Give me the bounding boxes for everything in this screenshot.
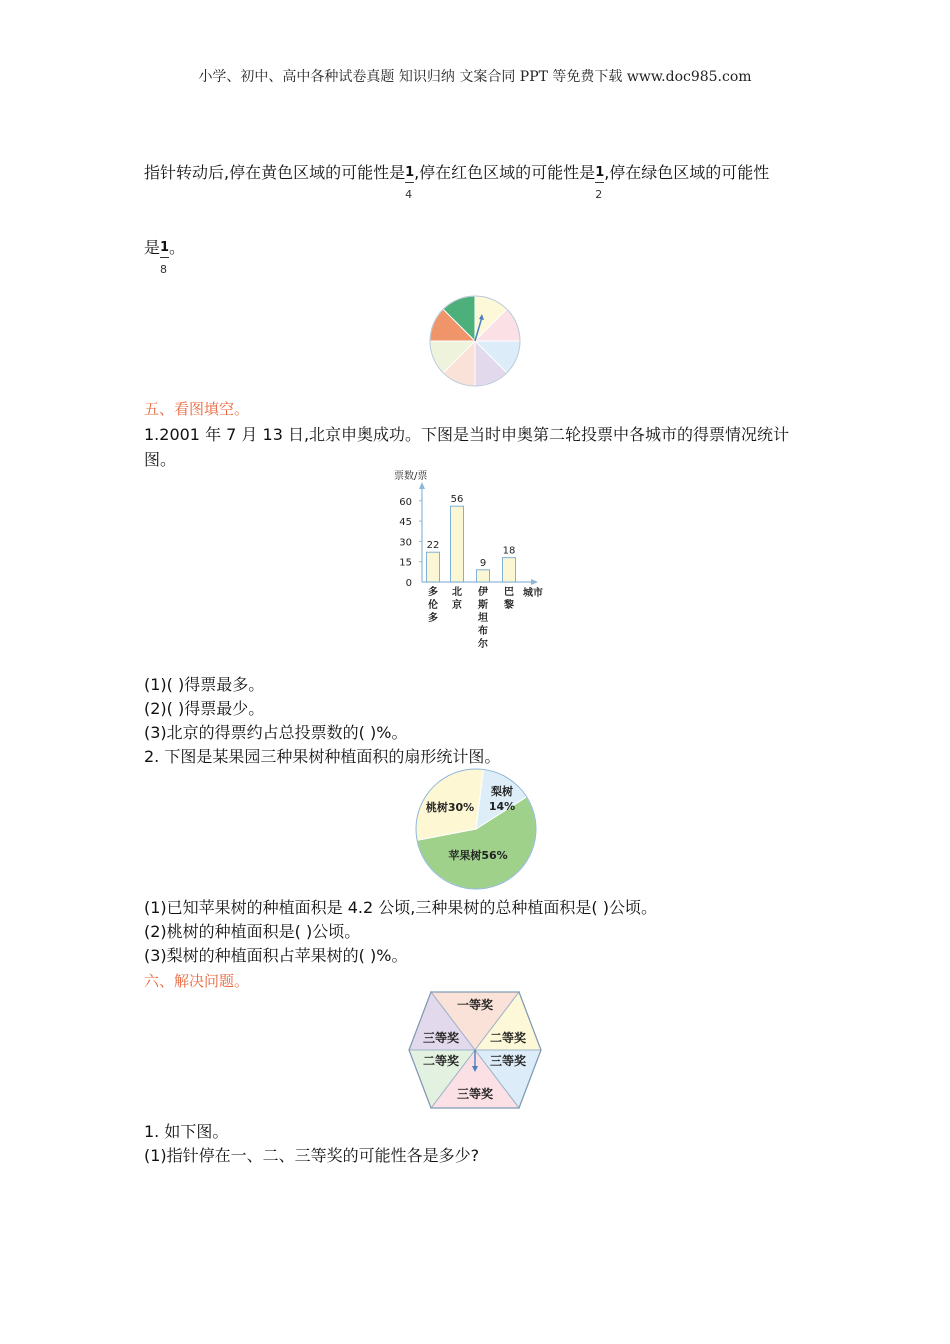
pie-chart [412,766,540,892]
x-axis-arrow-icon [531,579,538,585]
y-tick-label: 45 [399,517,412,529]
category-label-char: 京 [452,600,462,611]
category-label-char: 伊 [478,587,488,598]
prize-label-upper-left: 三等奖 [422,1031,460,1045]
q2-sub1: (1)已知苹果树的种植面积是 4.2 公顷,三种果树的总种植面积是( )公顷。 [144,898,657,917]
prize-label-upper-right: 二等奖 [489,1031,527,1045]
bar [451,506,464,582]
bar-value-label: 56 [450,494,464,506]
q1-text-cont: 图。 [144,450,177,469]
fraction-one-half [595,162,605,201]
y-tick-label: 30 [399,537,412,549]
fraction-denominator: 2 [595,188,603,201]
q1-sub2: (2)( )得票最少。 [144,699,265,718]
y-tick-label: 15 [399,557,412,569]
page-header: 小学、初中、高中各种试卷真题 知识归纳 文案合同 PPT 等免费下载 www.doc985.com [198,69,752,85]
fraction-denominator: 4 [405,188,413,201]
prize-label-lower-right: 三等奖 [489,1054,527,1068]
y-axis-arrow-icon [419,482,425,489]
category-label-char: 斯 [478,600,488,611]
answer-text-4: 是 [144,238,161,257]
answer-text-1: 指针转动后,停在黄色区域的可能性是 [144,163,406,182]
answer-text-2: ,停在红色区域的可能性是 [414,163,596,182]
answer-text-5: 。 [169,238,186,257]
bar-value-label: 18 [502,545,516,557]
bar-chart [390,465,560,655]
answer-text-3: ,停在绿色区域的可能性 [604,163,770,182]
prize-label-bottom: 三等奖 [456,1087,494,1101]
pie-label-apple: 苹果树56% [448,849,508,862]
q1-sub1: (1)( )得票最多。 [144,675,265,694]
hexagon-spinner [405,990,545,1112]
section-6-title: 六、解决问题。 [144,972,250,990]
q2-sub3: (3)梨树的种植面积占苹果树的( )%。 [144,946,408,965]
category-label-char: 坦 [478,613,488,624]
spinner-figure [426,292,524,390]
q1-text: 1.2001 年 7 月 13 日,北京申奥成功。下图是当时申奥第二轮投票中各城市的得票情况统计 [144,425,790,444]
category-label-char: 北 [452,587,462,598]
category-label-char: 多 [428,587,438,598]
x-axis-label: 城市 [523,588,543,599]
category-label-char: 多 [428,613,438,624]
y-tick-label: 60 [399,496,412,508]
bar-value-label: 9 [479,557,487,569]
fraction-numerator: 1 [160,240,170,255]
q1-sub3: (3)北京的得票约占总投票数的( )%。 [144,723,408,742]
category-label-char: 巴 [504,587,514,598]
y-tick-label: 0 [405,578,412,589]
s6-q1: 1. 如下图。 [144,1122,229,1141]
pie-label-pear-name: 梨树 [491,785,513,798]
y-axis-label: 票数/票 [394,471,428,482]
pie-label-peach: 桃树30% [425,801,475,814]
answer-line-1 [144,162,770,201]
s6-q1-sub1: (1)指针停在一、二、三等奖的可能性各是多少? [144,1146,480,1165]
bar [477,570,490,582]
fraction-one-quarter [405,162,415,201]
bar [427,552,440,582]
answer-line-2 [144,237,186,276]
fraction-denominator: 8 [160,263,168,276]
q2-text: 2. 下图是某果园三种果树种植面积的扇形统计图。 [144,747,501,766]
prize-label-lower-left: 二等奖 [422,1054,460,1068]
prize-label-top: 一等奖 [456,998,494,1012]
fraction-numerator: 1 [405,165,415,180]
q2-sub2: (2)桃树的种植面积是( )公顷。 [144,922,361,941]
category-label-char: 布 [478,626,488,637]
category-label-char: 伦 [428,600,438,611]
category-label-char: 黎 [504,600,514,611]
category-label-char: 尔 [478,639,488,650]
fraction-numerator: 1 [595,165,605,180]
section-5-title: 五、看图填空。 [144,400,250,418]
fraction-one-eighth [160,237,170,276]
pie-label-pear-percent: 14% [488,800,516,813]
bar [503,558,516,582]
bar-value-label: 22 [426,540,440,552]
